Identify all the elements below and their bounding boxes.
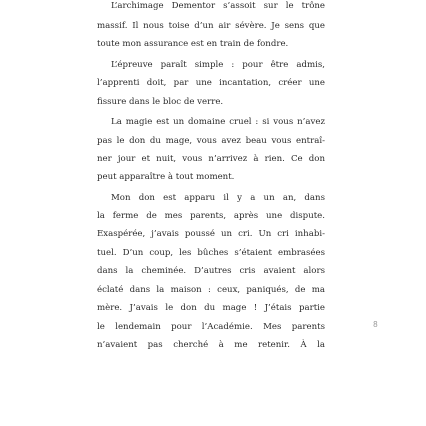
text-line: L’épreuve paraît simple : pour être admis,: [111, 60, 325, 70]
page-number: 8: [373, 320, 378, 329]
text-line: peut apparaître à tout moment.: [97, 172, 235, 182]
text-line: mère. J’avais le don du mage ! J’étais partie: [97, 303, 325, 313]
text-line: la ferme de mes parents, après une dispute.: [97, 211, 325, 221]
text-line: l’apprenti doit, par une incantation, créer une: [97, 78, 325, 88]
text-line: dans la cheminée. D’autres cris avaient alors: [97, 266, 325, 276]
text-line: Exaspérée, j’avais poussé un cri. Un cri inhabi-: [97, 229, 325, 239]
text-line: Mon don est apparu il y a un an, dans: [111, 193, 325, 203]
text-line: L’archimage Dementor s’assoit sur le trône: [111, 1, 325, 11]
text-line: n’avaient pas cherché à me retenir. À la: [97, 340, 325, 350]
text-line: tuel. D’un coup, les bûches s’étaient embrasées: [97, 248, 325, 258]
text-line: fissure dans le bloc de verre.: [97, 97, 224, 107]
text-line: éclaté dans la maison : ceux, paniqués, de ma: [97, 285, 325, 295]
text-line: La magie est un domaine cruel : si vous n’avez: [111, 117, 325, 127]
text-line: le lendemain pour l’Académie. Mes parents: [97, 322, 325, 332]
text-line: toute mon assurance est en train de fondre.: [97, 39, 289, 49]
text-line: ner jour et nuit, vous n’arrivez à rien. Ce don: [97, 154, 325, 164]
text-line: pas le don du mage, vous avez beau vous entraî-: [97, 136, 325, 146]
text-line: massif. Il nous toise d’un air sévère. Je sens que: [97, 21, 325, 31]
